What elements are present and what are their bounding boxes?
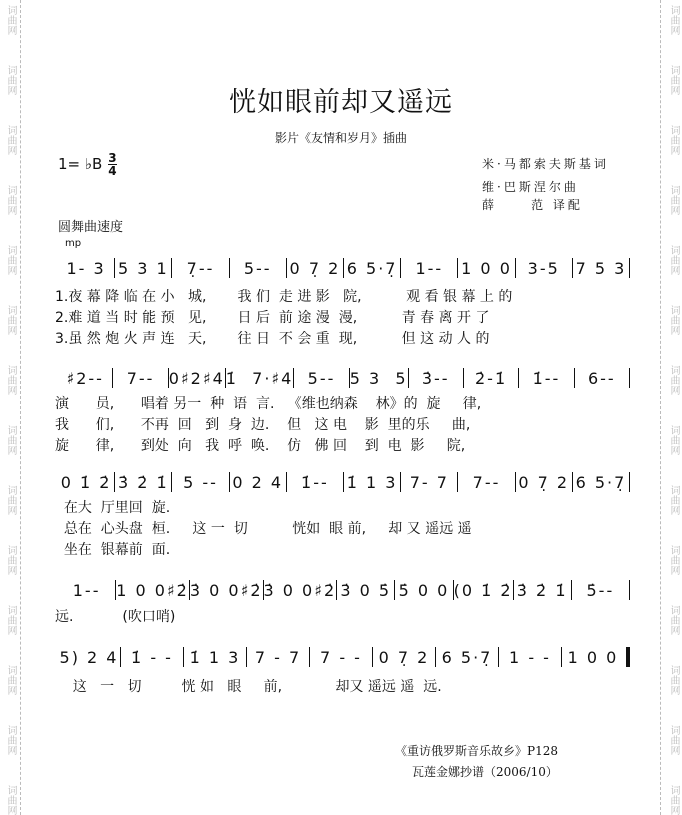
measure: 3̇ 0 5̇ [340,580,392,600]
subtitle: 影片《友情和岁月》插曲 [274,131,407,145]
measure: 5-- [243,258,272,278]
measure: 5̇-- [586,580,615,600]
lyric-line: 在大 厅里回 旋. [55,500,171,516]
measure: 7-- [472,472,501,492]
measure: 7̣-- [186,258,215,278]
measure: 5 3 5 [349,368,408,388]
watermark-text: 词曲网 [5,485,16,515]
time-top: 3 [108,151,117,165]
watermark-text: 词曲网 [668,305,679,335]
measure: 7- 7 [409,472,449,492]
watermark-text: 词曲网 [668,485,679,515]
watermark-text: 词曲网 [668,245,679,275]
measure: 1 0 0 [461,258,512,278]
measure: 7-- [126,368,155,388]
measure: 0 2 4 [232,472,284,492]
music-line-1 [58,256,630,280]
lyric-line: 我 们, 不再 回 到 身 边. 但 这 电 影 里的乐 曲, [55,417,471,433]
measure: 5̇ 0 0 [398,580,450,600]
watermark-text: 词曲网 [5,365,16,395]
measure: 1̇-- [301,472,329,492]
time-signature [108,152,116,177]
lyric-line: 总在 心头盘 桓. 这 一 切 恍如 眼 前, 却 又 遥远 遥 [55,521,472,537]
measure: 0♯2♯4 [168,368,225,388]
watermark-text: 词曲网 [668,785,679,815]
watermark-text: 词曲网 [668,365,679,395]
measure: 7 - 7 [254,647,302,667]
song-title: 恍如眼前却又遥远 [229,87,453,118]
watermark-text: 词曲网 [5,725,16,755]
measure: 5 3 1 [117,258,169,278]
bar-line [629,472,630,492]
measure: 3̇-- [421,368,450,388]
watermark-text: 词曲网 [5,785,16,815]
measure: 0 7̣ 2 [378,647,430,667]
measure: 0 1̇ 2̇ [60,472,112,492]
measure: 2̇-1̇ [474,368,508,388]
dynamic-marking: mp [65,238,82,249]
music-line-2 [58,366,630,390]
measure: 3̇ 0 0♯2̇ [189,580,263,600]
time-bottom: 4 [108,164,117,178]
measure: 1̇ 1 3 [346,472,398,492]
lyric-line: 远. (吹口哨) [55,609,176,625]
measure: 1̇ 7·♯4 [225,368,294,388]
tempo-marking: 圆舞曲速度 [58,220,124,235]
lyric-line: 1.夜 幕 降 临 在 小 城, 我 们 走 进 影 院, 观 看 银 幕 上 的 [55,289,513,305]
lyric-line: 旋 律, 到处 向 我 呼 唤. 仿 佛 回 到 电 影 院, [55,438,466,454]
watermark-text: 词曲网 [5,605,16,635]
measure: (0 1̇ 2̇ [453,580,513,600]
watermark-text: 词曲网 [5,245,16,275]
measure: 5-- [307,368,336,388]
measure: ♯2-- [66,368,104,388]
lyric-line: 3.虽 然 炮 火 声 连 天, 往 日 不 会 重 现, 但 这 动 人 的 [55,331,490,347]
measure: 3̇ 2̇ 1̇ [117,472,169,492]
lyric-line: 演 员, 唱着 另一 种 语 言. 《维也纳森 林》的 旋 律, [55,396,482,412]
measure: 6 5·7̣ [346,258,398,278]
watermark-text: 词曲网 [668,5,679,35]
music-line-4 [58,578,630,602]
measure: 7 5 3 [575,258,627,278]
transcriber-credit: 瓦莲金娜抄谱（2006/10） [412,765,558,779]
watermark-text: 词曲网 [5,65,16,95]
watermark-text: 词曲网 [668,725,679,755]
measure: 3̇ 2̇ 1̇ [516,580,568,600]
measure: 6-- [587,368,616,388]
bar-line [629,580,630,600]
music-line-3 [58,470,630,494]
measure: 1-- [415,258,444,278]
measure: 1̇ - - [131,647,173,667]
measure: 7 - - [320,647,362,667]
watermark-text: 词曲网 [5,425,16,455]
watermark-text: 词曲网 [668,125,679,155]
source-book: 《重访俄罗斯音乐故乡》P128 [395,744,558,758]
composer-credit: 维·巴斯涅尔曲 [482,180,579,194]
bar-line [629,258,630,278]
watermark-text: 词曲网 [5,665,16,695]
measure: 5) 2 4 [59,647,119,667]
watermark-text: 词曲网 [5,545,16,575]
watermark-text: 词曲网 [668,185,679,215]
key-signature [58,152,117,177]
measure: 0 7̣ 2 [289,258,341,278]
key-label: 1= ♭B [58,155,103,173]
watermark-text: 词曲网 [668,605,679,635]
translator-credit: 薛 范 译配 [482,198,583,212]
lyricist-credit: 米·马都索夫斯基词 [482,157,609,171]
watermark-text: 词曲网 [668,425,679,455]
watermark-text: 词曲网 [5,5,16,35]
final-bar-line [626,647,630,667]
measure: 6 5·7̣ [441,647,493,667]
lyric-line: 这 一 切 恍 如 眼 前, 却又 遥远 遥 远. [55,679,442,695]
watermark-text: 词曲网 [5,125,16,155]
watermark-text: 词曲网 [668,665,679,695]
measure: 1-- [72,580,101,600]
watermark-text: 词曲网 [668,545,679,575]
watermark-text: 词曲网 [5,185,16,215]
watermark-text: 词曲网 [668,65,679,95]
measure: 1 - - [509,647,551,667]
measure: 3-5 [527,258,560,278]
measure: 6 5·7̣ [575,472,627,492]
measure: 0 7̣ 2 [518,472,570,492]
lyric-line: 坐在 银幕前 面. [55,542,171,558]
measure: 1̇-- [532,368,561,388]
bar-line [629,368,630,388]
measure: 1 0 0 [567,647,619,667]
measure: 5 -- [183,472,218,492]
music-line-5 [58,645,630,669]
watermark-text: 词曲网 [5,305,16,335]
measure: 3̇ 0 0♯2̇ [263,580,337,600]
measure: 1̇ 1 3 [189,647,241,667]
measure: 1- 3 [66,258,106,278]
measure: 1 0 0♯2̇ [116,580,189,600]
lyric-line: 2.难 道 当 时 能 预 见, 日 后 前 途 漫 漫, 青 春 离 开 了 [55,310,490,326]
